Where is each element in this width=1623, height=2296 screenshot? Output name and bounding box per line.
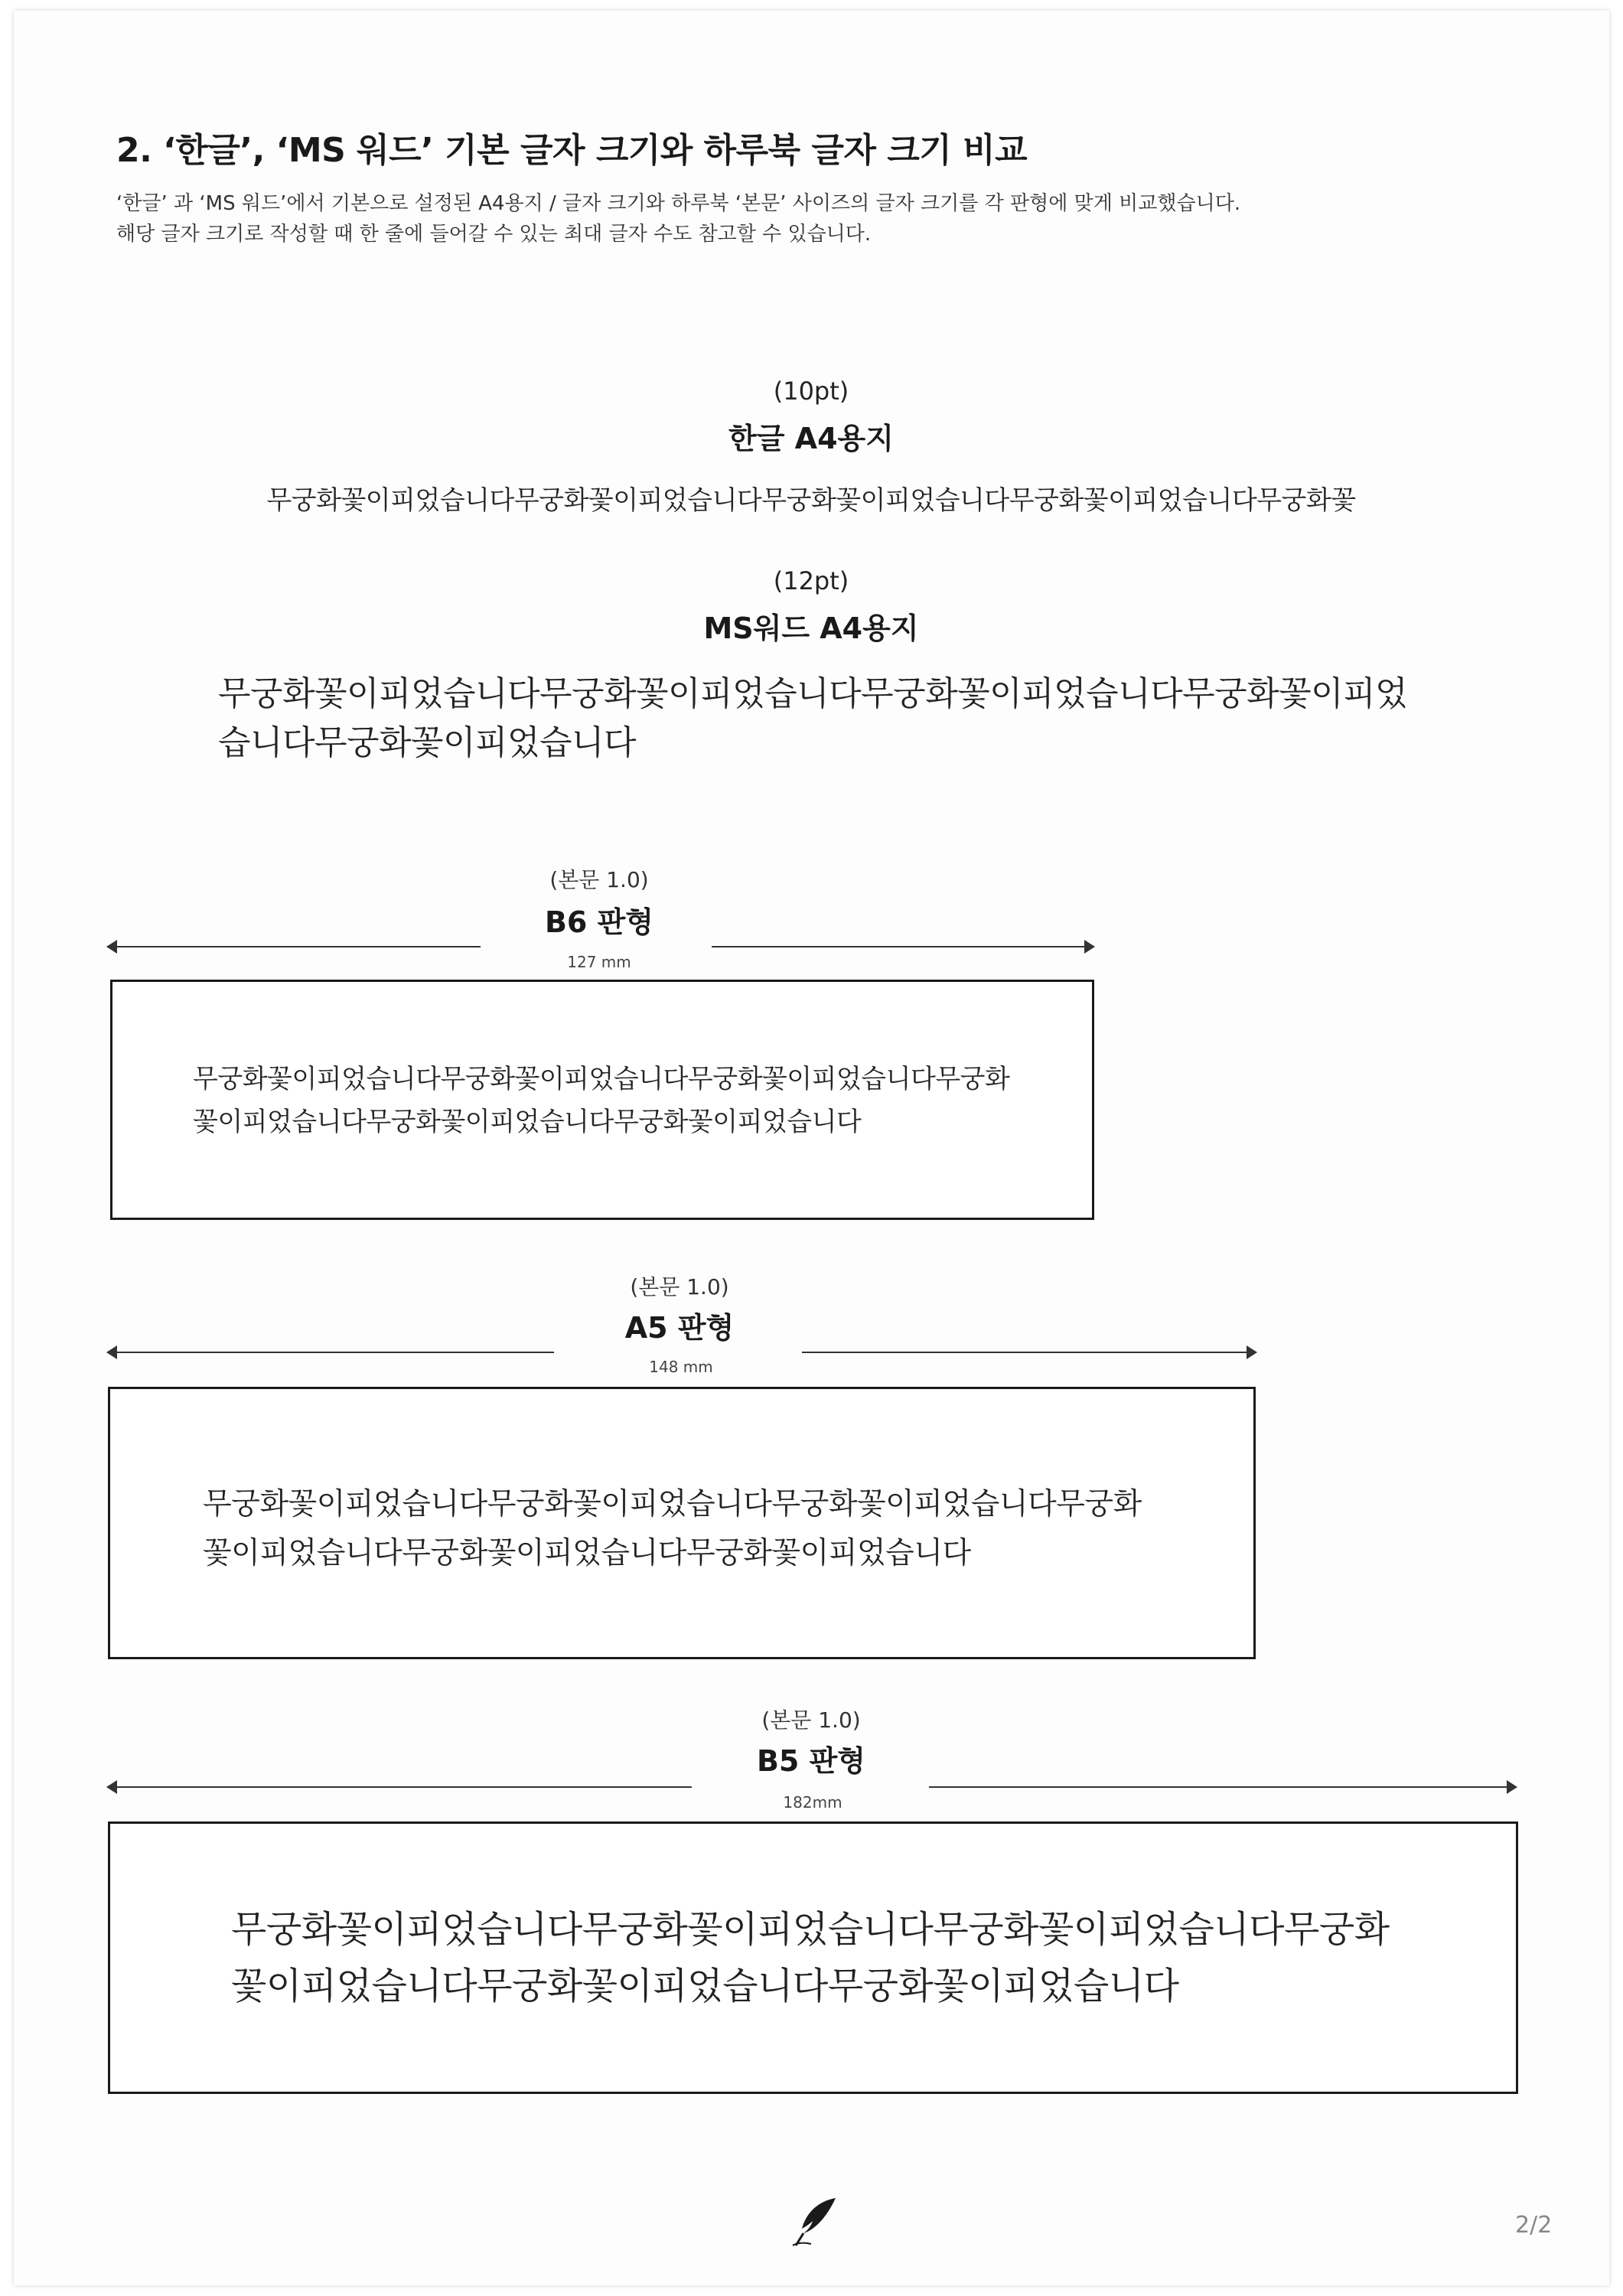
msword-sample-line-2: 습니다무궁화꽃이피었습니다 [218, 723, 637, 762]
msword-sample-line-1: 무궁화꽃이피었습니다무궁화꽃이피었습니다무궁화꽃이피었습니다무궁화꽃이피었 [218, 674, 1408, 713]
b5-width-arrow-right [929, 1786, 1517, 1788]
page-title: 2. ‘한글’, ‘MS 워드’ 기본 글자 크기와 하루북 글자 크기 비교 [116, 131, 1028, 170]
msword-size-label: (12pt) [773, 566, 849, 595]
msword-a4-label: MS워드 A4용지 [703, 612, 919, 645]
b6-width-arrow-right [712, 946, 1094, 947]
description-line-1: ‘한글’ 과 ‘MS 워드’에서 기본으로 설정된 A4용지 / 글자 크기와 하루북 ‘본문’ 사이즈의 글자 크기를 각 판형에 맞게 비교했습니다. [116, 192, 1241, 215]
a5-sample-line-1: 무궁화꽃이피었습니다무궁화꽃이피었습니다무궁화꽃이피었습니다무궁화 [203, 1487, 1142, 1521]
page-number: 2/2 [1515, 2212, 1553, 2239]
hangul-sample-text: 무궁화꽃이피었습니다무궁화꽃이피었습니다무궁화꽃이피었습니다무궁화꽃이피었습니다무궁화꽃 [266, 485, 1356, 516]
a5-width-arrow-right [802, 1352, 1256, 1353]
b5-sample-line-1: 무궁화꽃이피었습니다무궁화꽃이피었습니다무궁화꽃이피었습니다무궁화 [231, 1908, 1390, 1951]
b5-width-label: 182mm [783, 1793, 842, 1812]
b6-format-label: B6 판형 [544, 905, 654, 939]
page-description [116, 188, 1240, 249]
a5-width-arrow-left [107, 1352, 554, 1353]
b5-body-size-label: (본문 1.0) [761, 1707, 861, 1733]
a5-format-label: A5 판형 [624, 1311, 735, 1345]
quill-icon [788, 2195, 842, 2249]
a5-body-size-label: (본문 1.0) [630, 1274, 729, 1300]
b5-format-label: B5 판형 [756, 1744, 866, 1778]
b5-width-arrow-left [107, 1786, 692, 1788]
b6-width-label: 127 mm [567, 953, 631, 971]
msword-sample-text [218, 670, 1407, 768]
a5-sample-text [203, 1480, 1142, 1578]
b5-sample-line-2: 꽃이피었습니다무궁화꽃이피었습니다무궁화꽃이피었습니다 [231, 1965, 1179, 2007]
b6-sample-line-1: 무궁화꽃이피었습니다무궁화꽃이피었습니다무궁화꽃이피었습니다무궁화 [193, 1064, 1010, 1094]
hangul-size-label: (10pt) [773, 377, 849, 406]
b5-sample-text [231, 1901, 1390, 2014]
a5-width-label: 148 mm [649, 1358, 713, 1376]
b6-body-size-label: (본문 1.0) [549, 867, 649, 892]
a5-sample-line-2: 꽃이피었습니다무궁화꽃이피었습니다무궁화꽃이피었습니다 [203, 1536, 971, 1570]
b6-sample-text [193, 1058, 1009, 1143]
b6-sample-line-2: 꽃이피었습니다무궁화꽃이피었습니다무궁화꽃이피었습니다 [193, 1107, 862, 1137]
hangul-a4-label: 한글 A4용지 [728, 422, 894, 455]
b6-width-arrow-left [107, 946, 481, 947]
description-line-2: 해당 글자 크기로 작성할 때 한 줄에 들어갈 수 있는 최대 글자 수도 참고할 수 있습니다. [116, 223, 872, 246]
